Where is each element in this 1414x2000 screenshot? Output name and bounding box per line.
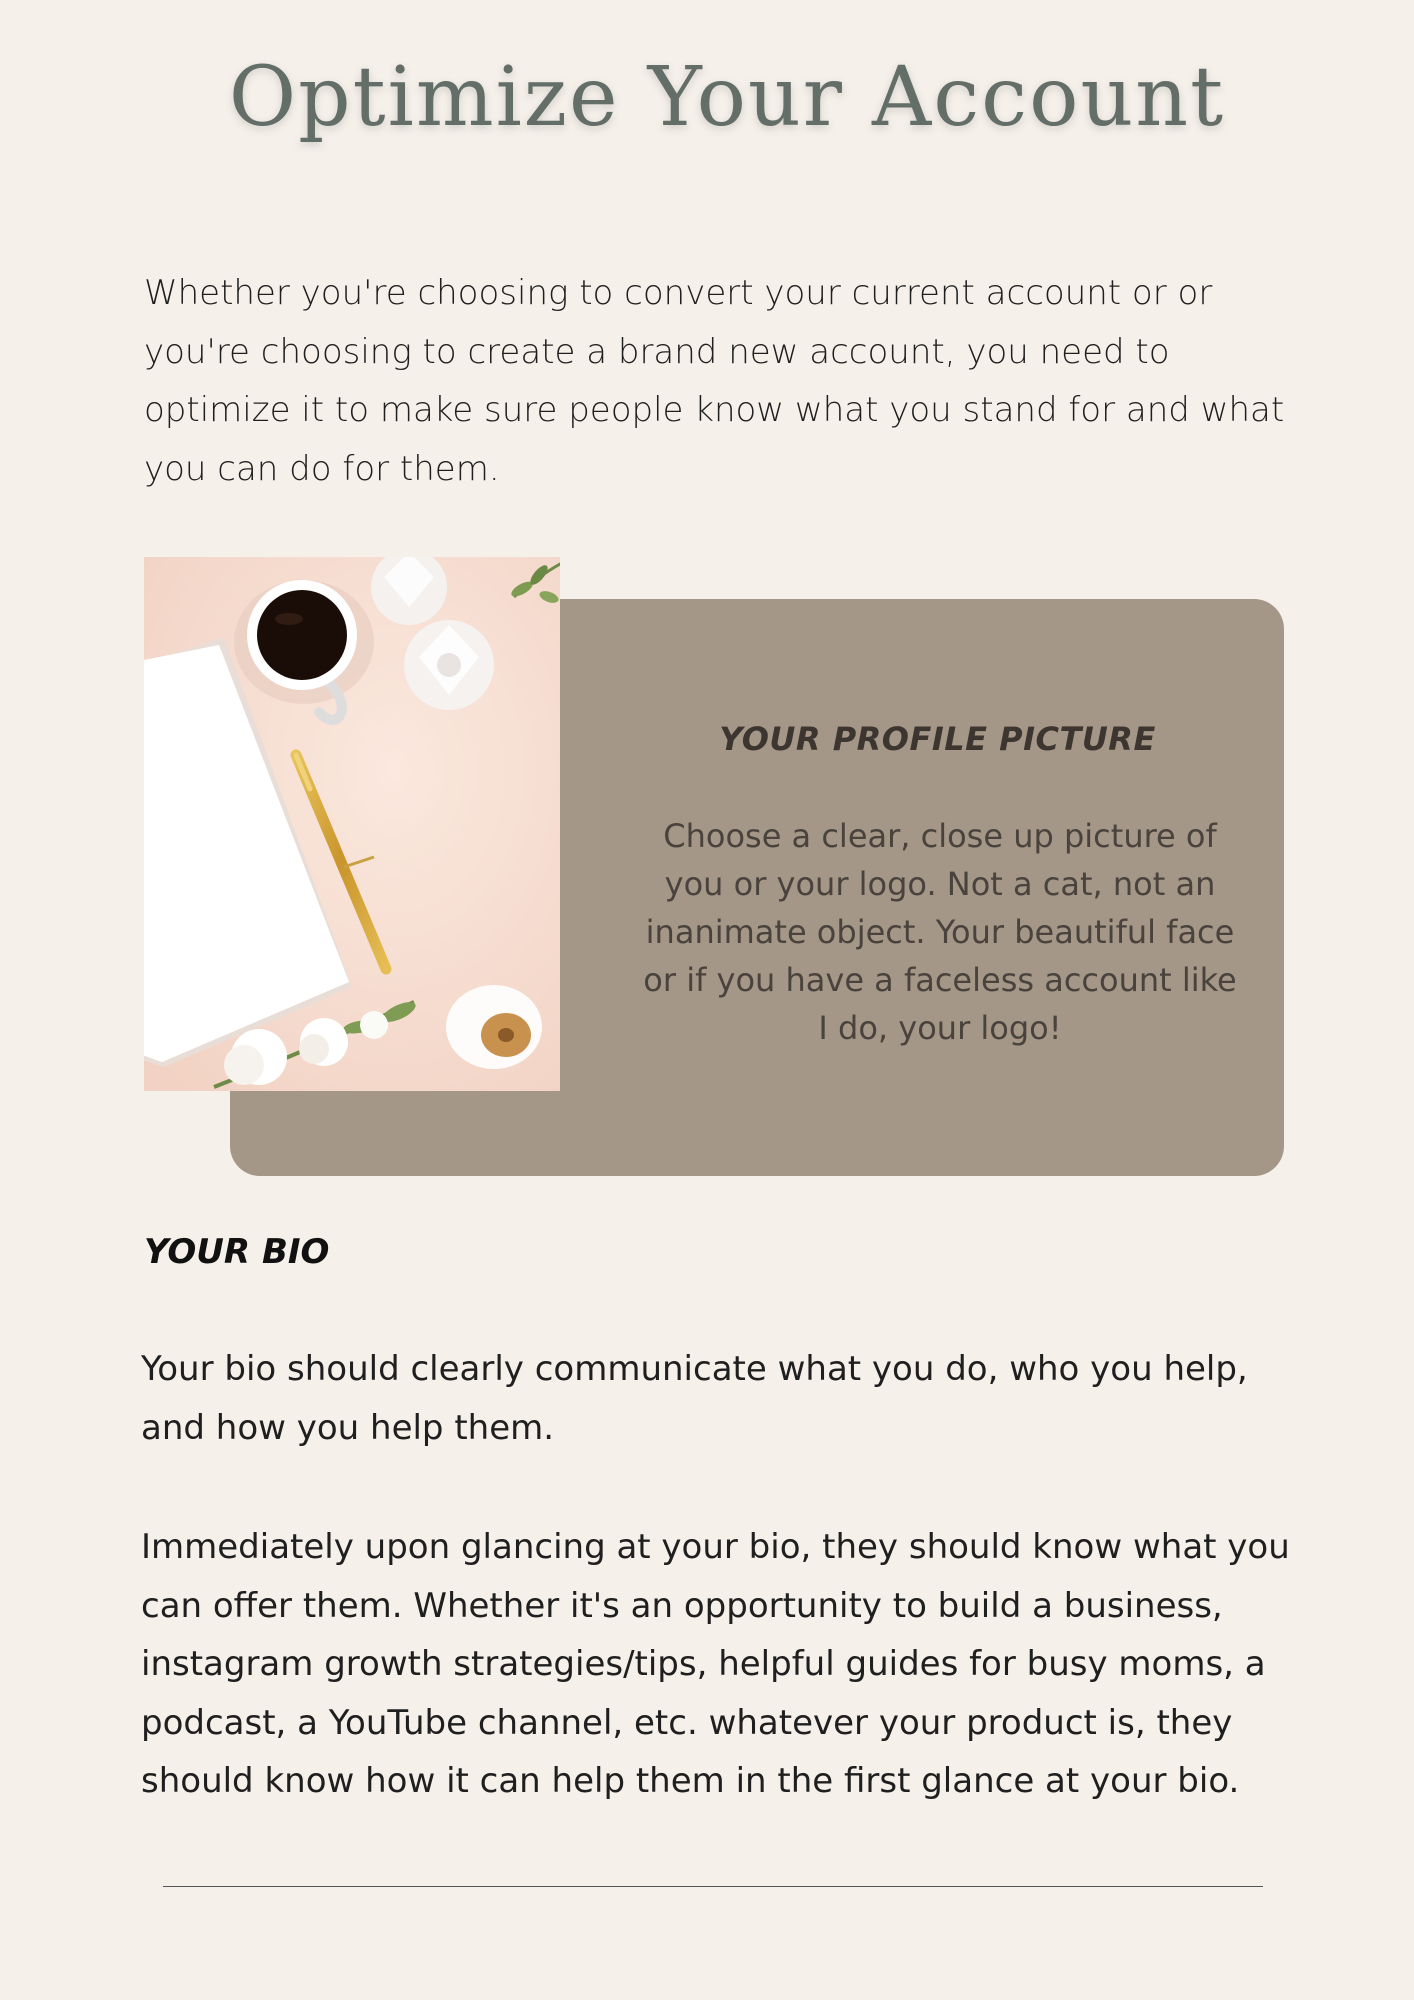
profile-picture-text: Choose a clear, close up picture of you or your logo. Not a cat, not an inanimate object. Your beautiful face or if you have a faceless account like I do, your logo! (643, 817, 1237, 1047)
profile-picture-heading: YOUR PROFILE PICTURE (719, 720, 1156, 758)
ribbon-spool-icon (446, 985, 542, 1069)
bio-heading: YOUR BIO (144, 1232, 330, 1272)
intro-paragraph: Whether you're choosing to convert your current account or or you're choosing to create a brand new account, you need to optimize it to make sure people know what you stand for and what you can do for them. (144, 273, 1285, 489)
desk-flatlay-photo (144, 557, 560, 1091)
bio-paragraph-1: Your bio should clearly communicate what you do, who you help, and how you help them. (141, 1349, 1248, 1448)
footer-divider (163, 1886, 1263, 1887)
bio-paragraph-2: Immediately upon glancing at your bio, they should know what you can offer them. Whether it's an opportunity to build a business, instagram growth strategies/tips, helpful guides for busy moms, a podcast, a YouTube channel, etc. whatever your product is, they should know how it can help them in the first glance at your bio. (141, 1527, 1290, 1801)
page-title: Optimize Your Account (228, 50, 1226, 145)
